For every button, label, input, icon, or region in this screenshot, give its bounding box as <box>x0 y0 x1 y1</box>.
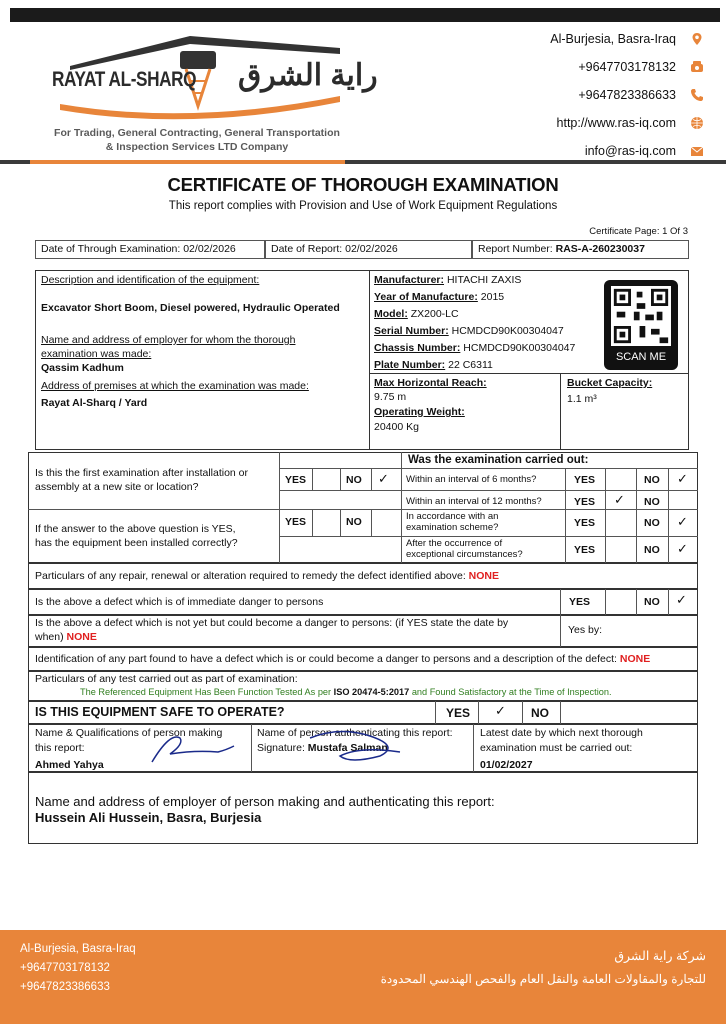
immediate-no[interactable]: NO <box>644 596 660 608</box>
footer-tagline-ar: للتجارة والمقاولات العامة والنقل العام والفحص الهندسي المحدودة <box>380 972 706 986</box>
carried-out-heading: Was the examination carried out: <box>408 454 589 466</box>
footer-address: Al-Burjesia, Basra-Iraq <box>20 943 136 955</box>
desc-value: Excavator Short Boom, Diesel powered, Hydraulic Operated <box>41 302 340 314</box>
footer-phone-2: +9647823386633 <box>20 981 110 993</box>
notyet-line-1: Is the above a defect which is not yet but could become a danger to persons: (if YES state the date by <box>35 617 509 629</box>
immediate-text: Is the above a defect which is of immediate danger to persons <box>35 596 324 608</box>
serial: Serial Number: HCMDCD90K00304047 <box>374 325 564 337</box>
q2-line-1: If the answer to the above question is YES, <box>35 523 236 535</box>
location-pin-icon <box>690 32 704 46</box>
chassis: Chassis Number: HCMDCD90K00304047 <box>374 342 576 354</box>
maker-label-2: this report: <box>35 742 85 754</box>
footer-company-ar: شركة راية الشرق <box>614 949 706 963</box>
bucket-value: 1.1 m³ <box>567 393 597 405</box>
tagline-2: & Inspection Services LTD Company <box>105 141 289 153</box>
q1-yes[interactable]: YES <box>285 474 307 486</box>
repair-text: Particulars of any repair, renewal or alteration required to remedy the defect identified above: NONE <box>35 570 500 582</box>
globe-icon <box>690 116 704 130</box>
safe-no[interactable]: NO <box>531 706 549 720</box>
i12-yes-check: ✓ <box>614 492 625 507</box>
employer-label-2: examination was made: <box>41 348 152 360</box>
page-title: CERTIFICATE OF THOROUGH EXAMINATION <box>167 174 559 195</box>
i12-yes[interactable]: YES <box>574 496 596 508</box>
weight-value: 20400 Kg <box>374 421 419 433</box>
next-label-1: Latest date by which next thorough <box>480 727 643 739</box>
tagline-1: For Trading, General Contracting, General Transportation <box>54 127 340 139</box>
i6-no-check: ✓ <box>677 471 688 486</box>
q1-line-1: Is this the first examination after installation or <box>35 467 249 479</box>
q1-line-2: assembly at a new site or location? <box>35 481 199 493</box>
page-number: Certificate Page: 1 Of 3 <box>589 226 688 237</box>
interval-6: Within an interval of 6 months? <box>406 474 537 485</box>
plate: Plate Number: 22 C6311 <box>374 359 493 371</box>
scheme-no-check: ✓ <box>677 514 688 529</box>
scheme-line-1: In accordance with an <box>406 511 499 522</box>
phone-icon <box>690 88 704 102</box>
manufacturer: Manufacturer: HITACHI ZAXIS <box>374 274 522 286</box>
scheme-yes[interactable]: YES <box>574 517 596 529</box>
top-bar <box>10 8 720 22</box>
immediate-no-check: ✓ <box>676 592 687 607</box>
q2-no[interactable]: NO <box>346 516 362 528</box>
safe-question: IS THIS EQUIPMENT SAFE TO OPERATE? <box>35 705 285 719</box>
desc-label: Description and identification of the equipment: <box>41 274 260 286</box>
brand-name-en: RAYAT AL-SHARQ <box>52 68 197 91</box>
after-no-check: ✓ <box>677 541 688 556</box>
premises-label: Address of premises at which the examination was made: <box>41 380 309 392</box>
tests-label: Particulars of any test carried out as part of examination: <box>35 673 298 685</box>
interval-12: Within an interval of 12 months? <box>406 496 542 507</box>
qr-code[interactable] <box>604 280 678 370</box>
model: Model: ZX200-LC <box>374 308 459 320</box>
report-date: Date of Report: 02/02/2026 <box>265 240 472 259</box>
contact-phone-1: +9647703178132 <box>578 60 676 74</box>
equipment-block <box>35 270 689 450</box>
bucket-label: Bucket Capacity: <box>567 377 653 389</box>
footer-phone-1: +9647703178132 <box>20 962 110 974</box>
reach-value: 9.75 m <box>374 391 407 403</box>
scheme-no[interactable]: NO <box>644 517 660 529</box>
after-no[interactable]: NO <box>644 544 660 556</box>
after-line-1: After the occurrence of <box>406 538 503 549</box>
weight-label: Operating Weight: <box>374 406 465 418</box>
safe-yes[interactable]: YES <box>446 706 471 720</box>
brand-name-ar: راية الشرق <box>238 59 378 92</box>
next-label-2: examination must be carried out: <box>480 742 633 754</box>
ident-text: Identification of any part found to have a defect which is or could become a danger to persons and a description of the defect: NONE <box>35 653 651 665</box>
qr-code-icon <box>611 286 671 346</box>
contact-phone-2: +9647823386633 <box>578 88 676 102</box>
yes-by-label: Yes by: <box>568 624 603 636</box>
contact-website[interactable]: http://www.ras-iq.com <box>556 116 676 130</box>
i6-yes[interactable]: YES <box>574 474 596 486</box>
i6-no[interactable]: NO <box>644 474 660 486</box>
employer-label-1: Name and address of employer for whom the thorough <box>41 334 296 346</box>
auth-signature <box>300 726 420 766</box>
auth-label: Name of person authenticating this report: <box>257 727 453 739</box>
q2-yes[interactable]: YES <box>285 516 307 528</box>
q1-no[interactable]: NO <box>346 474 362 486</box>
employer-label: Name and address of employer of person making and authenticating this report: <box>35 794 495 809</box>
contact-email[interactable]: info@ras-iq.com <box>584 144 676 158</box>
maker-name: Ahmed Yahya <box>35 759 104 771</box>
scheme-line-2: examination scheme? <box>406 522 499 533</box>
maker-label-1: Name & Qualifications of person making <box>35 727 223 739</box>
reach-label: Max Horizontal Reach: <box>374 377 487 389</box>
after-line-2: exceptional circumstances? <box>406 549 523 560</box>
tests-value: The Referenced Equipment Has Been Function Tested As per ISO 20474-5:2017 and Found Satisfactory at the Time of Inspection. <box>80 687 612 697</box>
header-divider-accent <box>30 160 345 164</box>
phone-icon <box>690 60 704 74</box>
immediate-yes[interactable]: YES <box>569 596 591 608</box>
q1-no-check: ✓ <box>378 471 389 486</box>
next-date: 01/02/2027 <box>480 759 533 771</box>
premises-value: Rayat Al-Sharq / Yard <box>41 397 148 409</box>
contact-address: Al-Burjesia, Basra-Iraq <box>550 32 676 46</box>
employer-value: Hussein Ali Hussein, Basra, Burjesia <box>35 810 262 825</box>
after-yes[interactable]: YES <box>574 544 596 556</box>
employer-value: Qassim Kadhum <box>41 362 124 374</box>
maker-signature <box>140 728 240 768</box>
page-subtitle: This report complies with Provision and Use of Work Equipment Regulations <box>168 200 558 212</box>
mail-icon <box>690 144 704 158</box>
notyet-line-2: when) NONE <box>35 631 97 643</box>
auth-signature-line: Signature: Mustafa Salman <box>257 742 388 754</box>
q2-line-2: has the equipment been installed correctly? <box>35 537 238 549</box>
exam-date: Date of Through Examination: 02/02/2026 <box>35 240 265 259</box>
safe-yes-check: ✓ <box>495 703 506 718</box>
report-number: Report Number: RAS-A-260230037 <box>472 240 689 259</box>
year: Year of Manufacture: 2015 <box>374 291 505 303</box>
i12-no[interactable]: NO <box>644 496 660 508</box>
qr-scan-label: SCAN ME <box>615 351 667 363</box>
